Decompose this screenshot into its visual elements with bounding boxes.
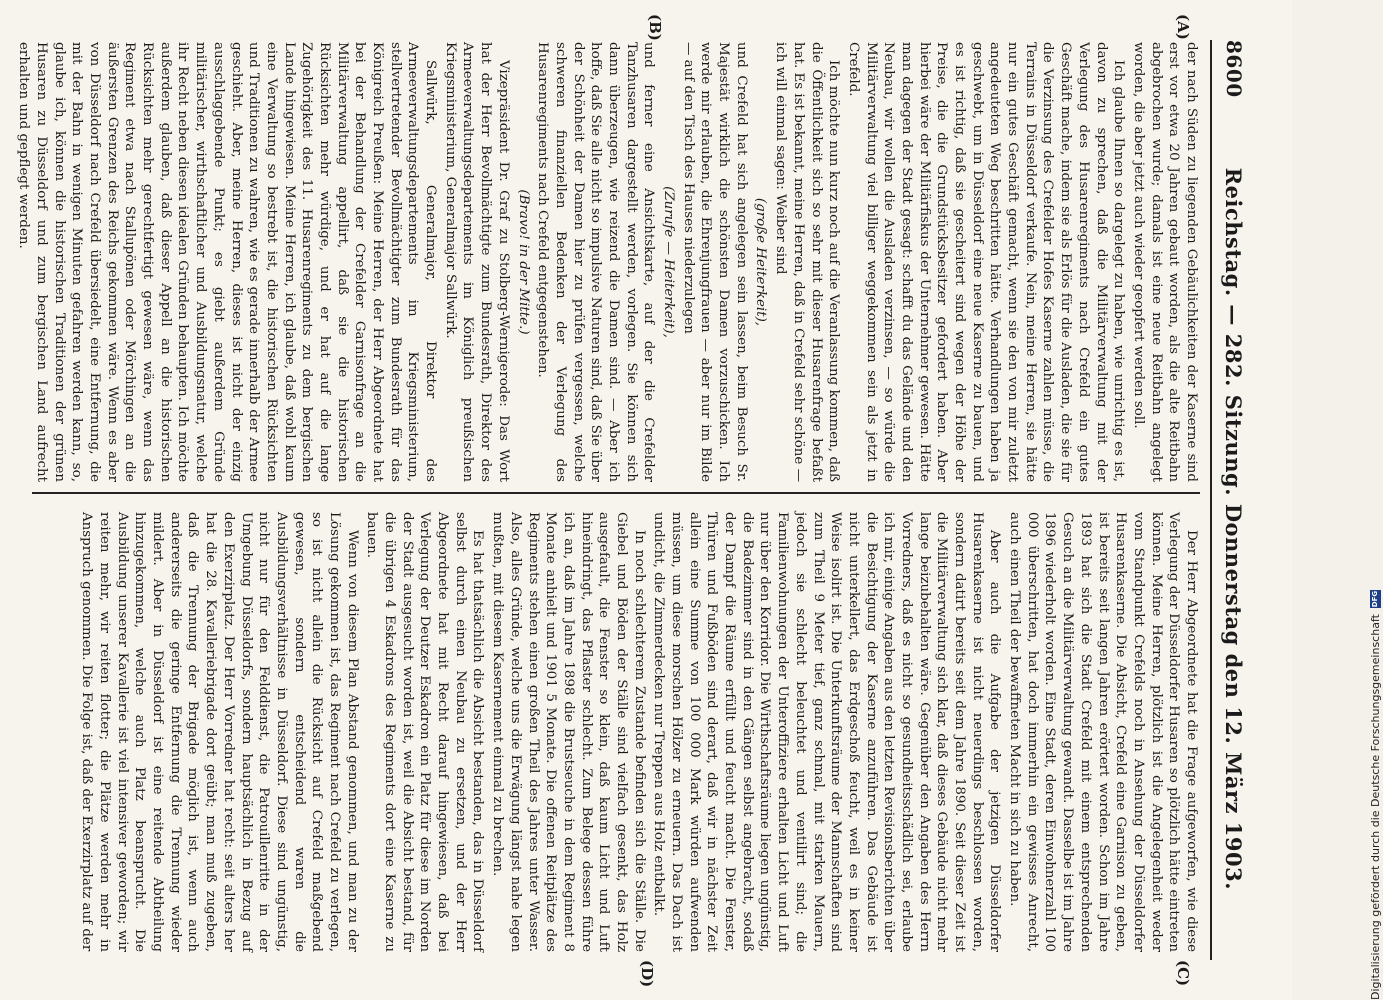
paragraph: Wenn von diesem Plan Abstand genommen, und man zu der Lösung gekommen ist, das Regiment nach Crefeld zu verlegen, so ist nicht allein die Rücksicht auf Crefeld maßgebend gewesen, sondern entscheidend waren die Ausbildungsverhältnisse in Düsseldorf. Diese sind ungünstig, nicht nur für den Felddienst, die Patrouillenritte in der Umgebung Düsseldorfs, sondern hauptsächlich in Bezug auf den Exerzirplatz. Der Herr Vorredner hat recht: seit alters her hat die 28. Kavalleriebrigade dort geübt; man muß zugeben, daß die Trennung der Brigade möglich ist, wenn auch andererseits die geringe Entfernung die Trennung wieder mildert. Aber in Düsseldorf ist eine reitende Abtheilung hinzugekommen, welche auch Platz beansprucht. Die Ausbildung unserer Kavallerie ist viel intensiver geworden; wir reiten mehr, wir reiten flotter; die Plätze werden mehr in Anspruch genommen. Die Folge ist, daß der Exerzirplatz auf der <box>79 512 360 952</box>
left-column <box>12 42 1200 482</box>
paragraph: In noch schlechterem Zustande befinden sich die Ställe. Die Giebel und Böden der Ställe sind vielfach gesenkt, das Holz ausgefault, die Fenster so klein, daß kaum Licht und Luft hineindringt, das Pflaster schlecht. Zum Belege dessen führe ich an, daß im Jahre 1898 die Brustseuche in dem Regiment 8 Monate anhielt und 1901 5 Monate. Die offenen Reitplätze des Regiments stehen einen großen Theil des Jahres unter Wasser. Also, alles Gründe, welche uns die Erwägung längst nahe legen mußten, mit diesem Kasernement einmal zu brechen. <box>490 512 647 952</box>
page-number: 8600 <box>1222 40 1246 98</box>
interjection: (große Heiterkeit), <box>753 197 769 327</box>
credit-text: Digitalisierung gefördert durch die Deutsche Forschungsgemeinschaft <box>1369 614 1382 1000</box>
dfg-logo-icon: DFG <box>1371 590 1379 608</box>
margin-marker-b: (B) <box>646 14 664 41</box>
interjection: (Zurufe — Heiterkeit), <box>661 186 677 338</box>
paragraph: und ferner eine Ansichtskarte, auf der die Crefelder Tanzhusaren dargestellt werden, vorlegen. Sie können sich dann überzeugen, wie reizend die Damen sind. — Aber ich hoffe, daß Sie alle nicht so impulsive Naturen sind, daß Sie über der Schönheit der Damen hier zu prüfen vergessen, welche schweren finanziellen Bedenken der Verlegung des Husarenregiments nach Crefeld entgegenstehen. <box>535 42 657 482</box>
paragraph: und Crefeld hat sich angelegen sein lassen, beim Besuch Sr. Majestät wirklich die schönsten Damen vorzuschicken. Ich werde mir erlauben, die Ehrenjungfrauen — aber nur im Bilde — auf den Tisch des Hauses niederzulegen <box>680 42 749 482</box>
paragraph: Ich möchte nun kurz noch auf die Veranlassung kommen, daß die Öffentlichkeit sich so sehr mit dieser Husarenfrage befaßt hat. Es ist bekannt, meine Herren, daß in Crefeld sehr schöne — ich will einmal sagen: Weiber sind <box>773 42 842 482</box>
speech: Sallwürk, Generalmajor, Direktor des Armeeverwaltungsdepartements im Kriegsministerium, stellvertretender Bevollmächtigter zum Bundesrath für das Königreich Preußen: Meine Herren, der Herr Abgeordnete hat bei der Behandlung der Crefelder Garnisonfrage an die Militärverwaltung appellirt, daß sie die historischen Rücksichten mehr würdige, und er hat auf die lange Zugehörigkeit des 11. Husarenregiments zu dem bergischen Lande hingewiesen. Meine Herren, ich glaube, daß wohl kaum eine Verwaltung so bestrebt ist, die historischen Rücksichten und Traditionen zu wahren, wie es gerade innerhalb der Armee geschieht. Aber, meine Herren, dieses ist nicht der einzig ausschlaggebende Punkt; es giebt außerdem Gründe militärischer, wirthschaftlicher und Ausbildungsnatur, welche ihr Recht neben diesen idealen Gründen behaupten. Ich möchte außerdem glauben, daß dieser Appell an die historischen Rücksichten mehr gerechtfertigt gewesen wäre, wenn das Regiment etwa nach Stallupönen oder Mörchingen an die äußersten Grenzen des Reichs gekommen wäre. Wenn es aber von Düsseldorf nach Crefeld übersiedelt, eine Entfernung, die mit der Bahn in wenigen Minuten gefahren werden kann, so, glaube ich, können die historischen Traditionen der grünen Husaren zu Düsseldorf und zum bergischen Land aufrecht erhalten und gepflegt werden. <box>16 42 439 482</box>
paragraph: Ich glaube Ihnen so dargelegt zu haben, wie unrichtig es ist, davon zu sprechen, daß die Militärverwaltung mit der Verlegung des Husarenregiments nach Crefeld ein gutes Geschäft mache, indem sie als Erlös für die Ausladen, die sie für die Verzinsung des Crefelder Hofes Kaserne zahlen müsse, die Terrains in Düsseldorf verkaufe. Nein, meine Herren, sie hätte nur ein gutes Geschäft gemacht, wenn sie den von mir zuletzt angedeuteten Weg beschritten hätte. Verhandlungen haben ja geschwebt, um in Düsseldorf eine neue Kaserne zu bauen, und es ist richtig, daß sie gescheitert sind wegen der Höhe der Preise, die die Grundstücksbesitzer gefordert haben. Aber hierbei wäre der Militärfiskus der Unternehmer gewesen. Hätte man dagegen der Stadt gesagt: schafft du das Gelände und den Neubau, wir wollen die Ausladen verzinsen, — so würde die Militärverwaltung viel billiger weggekommen sein als jetzt in Crefeld. <box>845 42 1127 482</box>
margin-marker-d: (D) <box>638 960 656 988</box>
running-title: Reichstag. — 282. Sitzung. Donnerstag den 12. März 1903. <box>1221 167 1247 890</box>
page-header <box>1214 40 1254 960</box>
speaker-intro: Vizepräsident Dr. Graf zu Stolberg-Wernigerode: Das Wort hat der Herr Bevollmächtigte zum Bundesrath, Direktor des Armeeverwaltungsdepartements im Königlich preußischen Kriegsministerium, Generalmajor Sallwürk. <box>442 42 511 482</box>
margin-marker-a: (A) <box>1174 14 1192 40</box>
paragraph: der nach Süden zu liegenden Gebäulichkeiten der Kaserne sind erst vor etwa 20 Jahren gebaut worden, als die alte Reitbahn abgebrochen wurde; damals ist eine neue Reitbahn angelegt worden, die aber jetzt auch wieder geopfert werden soll. <box>1130 42 1199 482</box>
right-column <box>12 512 1200 952</box>
paragraph: Der Herr Abgeordnete hat die Frage aufgeworfen, wie diese Verlegung der Düsseldorfer Husaren so plötzlich hätte eintreten können. Meine Herren, plötzlich ist die Angelegenheit weder vom Standpunkt Crefelds noch in Ansehung der Düsseldorfer Husarenkaserne. Die Absicht, Crefeld eine Garnison zu geben, ist bereits seit langen Jahren erörtert worden. Schon im Jahre 1893 hat sich die Stadt Crefeld mit einem entsprechenden Gesuch an die Militärverwaltung gewandt. Dasselbe ist im Jahre 1896 wiederholt worden. Eine Stadt, deren Einwohnerzahl 100 000 überschritten, hat doch immerhin ein gewisses Anrecht, auch einen Theil der bewaffneten Macht in sich zu haben. <box>1007 512 1199 952</box>
header-rule <box>1210 40 1212 960</box>
paragraph: Es hat thatsächlich die Absicht bestanden, das in Düsseldorf selbst durch einen Neubau zu ersetzen, und der Herr Abgeordnete hat mit Recht darauf hingewiesen, daß bei Verlegung der Deutzer Eskadron ein Platz für diese im Norden der Stadt ausgesucht worden ist, weil die Absicht bestand, für die übrigen 4 Eskadrons des Regiments dort eine Kaserne zu bauen. <box>364 512 486 952</box>
column-divider <box>32 492 1200 494</box>
margin-marker-c: (C) <box>1174 960 1192 987</box>
digitization-credit <box>1369 590 1382 1000</box>
interjection: (Bravo! in der Mitte.) <box>515 189 531 335</box>
paragraph: Aber auch die Aufgabe der jetzigen Düsseldorfer Husarenkaserne ist nicht neuerdings beschlossen worden, sondern datirt bereits seit dem Jahre 1890. Seit dieser Zeit ist die Militärverwaltung sich klar, daß dieses Gebäude nicht mehr lange beizubehalten wäre. Gegenüber den Angaben des Herrn Vorredners, daß es nicht so gesundheitsschädlich sei, erlaube ich mir, einige Angaben aus den letzten Revisionsberichten über die Besichtigung der Kaserne anzuführen. Das Gebäude ist nicht unterkellert, das Erdgeschoß feucht, weil es in keiner Weise isolirt ist. Die Unterkunftsräume der Mannschaften sind zum Theil 9 Meter tief, ganz schmal, mit starken Mauern, jedoch sie schlecht beleuchtet und ventilirt sind; die Familienwohnungen der Unteroffiziere erhalten Licht und Luft nur über den Korridor. Die Wirthschaftsräume liegen ungünstig, die Badezimmer sind in den Gängen selbst angebracht, sodaß der Dampf die Räume erfüllt und feucht macht. Die Fenster, Thüren und Fußböden sind derart, daß wir in nächster Zeit allein eine Summe von 100 000 Mark würden aufwenden müssen, um diese morschen Hölzer zu erneuern. Das Dach ist undicht, die Zimmerdecken nur Treppen aus Holz entbalkt. <box>651 512 1003 952</box>
